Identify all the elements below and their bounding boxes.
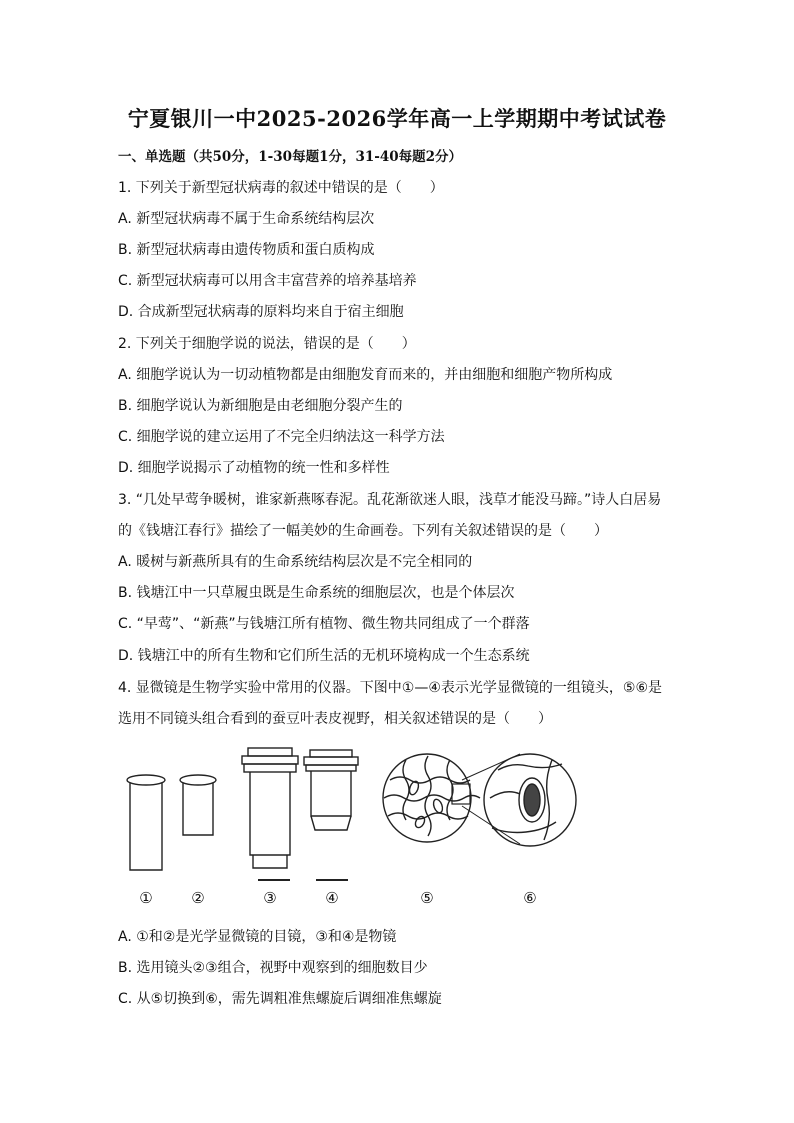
- question-3-stem-line-2: 的《钱塘江春行》描绘了一幅美妙的生命画卷。下列有关叙述错误的是（ ）: [118, 523, 608, 539]
- question-4-option-a: A. ①和②是光学显微镜的目镜，③和④是物镜: [118, 929, 397, 945]
- figure-label-2: ②: [191, 889, 205, 907]
- section-heading: 一、单选题（共50分，1-30每题1分，31-40每题2分）: [118, 149, 463, 165]
- objective-short-drawing: [304, 750, 358, 830]
- exam-title: 宁夏银川一中2025-2026学年高一上学期期中考试试卷: [127, 106, 667, 131]
- question-1-option-c: C. 新型冠状病毒可以用含丰富营养的培养基培养: [118, 273, 417, 289]
- microscope-figure-drawing: [118, 740, 588, 910]
- question-1-option-a: A. 新型冠状病毒不属于生命系统结构层次: [118, 211, 375, 227]
- question-3-stem-line-1: 3. “几处早莺争暖树，谁家新燕啄春泥。乱花渐欲迷人眼，浅草才能没马蹄。”诗人白居易: [118, 492, 662, 508]
- question-2-option-d: D. 细胞学说揭示了动植物的统一性和多样性: [118, 460, 390, 476]
- microscope-figure: [118, 740, 588, 910]
- question-3-option-d: D. 钱塘江中的所有生物和它们所生活的无机环境构成一个生态系统: [118, 648, 530, 664]
- figure-label-6: ⑥: [523, 889, 537, 907]
- question-4-stem-line-2: 选用不同镜头组合看到的蚕豆叶表皮视野，相关叙述错误的是（ ）: [118, 711, 552, 727]
- figure-label-5: ⑤: [420, 889, 434, 907]
- question-3-option-b: B. 钱塘江中一只草履虫既是生命系统的细胞层次，也是个体层次: [118, 585, 515, 601]
- question-2-option-a: A. 细胞学说认为一切动植物都是由细胞发育而来的，并由细胞和细胞产物所构成: [118, 367, 613, 383]
- question-4-option-b: B. 选用镜头②③组合，视野中观察到的细胞数目少: [118, 960, 428, 976]
- question-2-option-c: C. 细胞学说的建立运用了不完全归纳法这一科学方法: [118, 429, 445, 445]
- question-1-option-b: B. 新型冠状病毒由遗传物质和蛋白质构成: [118, 242, 375, 258]
- question-4-option-c: C. 从⑤切换到⑥，需先调粗准焦螺旋后调细准焦螺旋: [118, 991, 442, 1007]
- figure-label-4: ④: [325, 889, 339, 907]
- field-of-view-high-drawing: [484, 754, 576, 846]
- question-2-option-b: B. 细胞学说认为新细胞是由老细胞分裂产生的: [118, 398, 403, 414]
- figure-label-1: ①: [139, 889, 153, 907]
- question-4-stem-line-1: 4. 显微镜是生物学实验中常用的仪器。下图中①—④表示光学显微镜的一组镜头，⑤⑥是: [118, 680, 663, 696]
- figure-label-3: ③: [263, 889, 277, 907]
- question-1-option-d: D. 合成新型冠状病毒的原料均来自于宿主细胞: [118, 304, 404, 320]
- question-3-option-c: C. “早莺”、“新燕”与钱塘江所有植物、微生物共同组成了一个群落: [118, 616, 530, 632]
- question-2-stem: 2. 下列关于细胞学说的说法，错误的是（ ）: [118, 336, 416, 352]
- question-1-stem: 1. 下列关于新型冠状病毒的叙述中错误的是（ ）: [118, 180, 444, 196]
- question-3-option-a: A. 暖树与新燕所具有的生命系统结构层次是不完全相同的: [118, 554, 473, 570]
- eyepiece-long-drawing: [127, 775, 165, 870]
- eyepiece-short-drawing: [180, 775, 216, 835]
- objective-long-drawing: [242, 748, 298, 868]
